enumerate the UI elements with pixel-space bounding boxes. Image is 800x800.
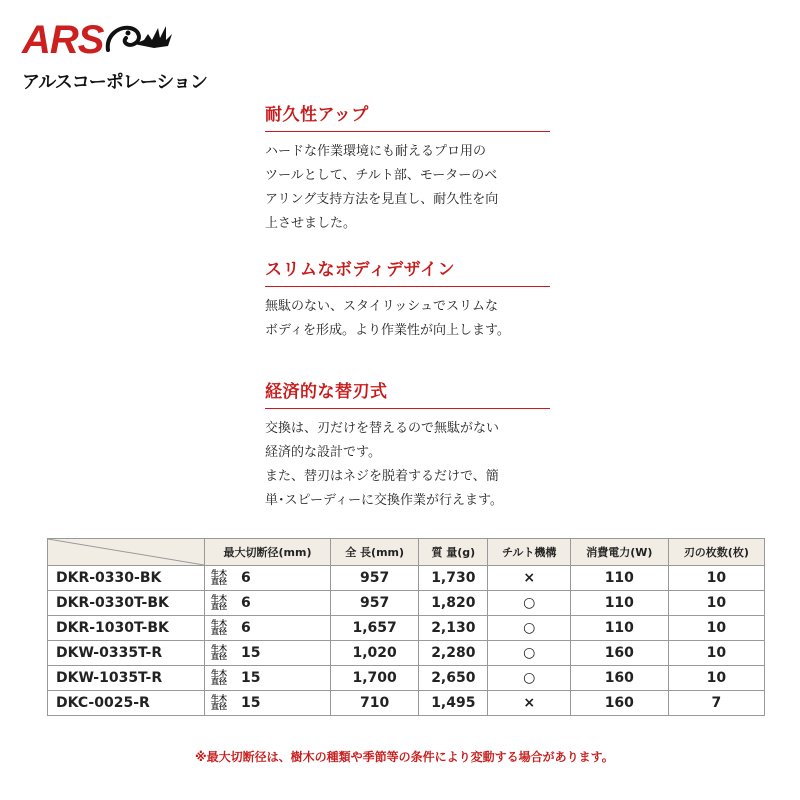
header-tilt: チルト機構	[488, 539, 570, 566]
table-row	[48, 691, 765, 716]
power-cell: 160	[570, 666, 668, 691]
feature-title: スリムなボディデザイン	[265, 255, 550, 287]
blade-count-cell: 7	[668, 691, 764, 716]
model-cell: DKR-1030T-BK	[48, 616, 205, 641]
weight-cell: 2,280	[419, 641, 488, 666]
length-cell: 957	[331, 591, 419, 616]
snake-mascot-icon	[104, 20, 174, 66]
header-weight: 質 量(g)	[419, 539, 488, 566]
power-cell: 110	[570, 566, 668, 591]
diagonal-line	[48, 539, 204, 565]
table-row	[48, 616, 765, 641]
corner-cell	[48, 539, 205, 566]
blade-count-cell: 10	[668, 566, 764, 591]
company-name: アルスコーポレーション	[22, 72, 208, 93]
footnote: ※最大切断径は、樹木の種類や季節等の条件により変動する場合があります。	[195, 750, 614, 764]
power-cell: 110	[570, 616, 668, 641]
table-row	[48, 666, 765, 691]
length-cell: 1,657	[331, 616, 419, 641]
power-cell: 110	[570, 591, 668, 616]
feature-title: 経済的な替刃式	[265, 377, 550, 409]
tilt-cell: ○	[488, 591, 570, 616]
length-cell: 710	[331, 691, 419, 716]
diameter-value: 6	[241, 570, 251, 586]
blade-count-cell: 10	[668, 666, 764, 691]
tilt-cell: ○	[488, 666, 570, 691]
weight-cell: 2,130	[419, 616, 488, 641]
feature-title: 耐久性アップ	[265, 100, 550, 132]
weight-cell: 1,495	[419, 691, 488, 716]
power-cell: 160	[570, 641, 668, 666]
table-row	[48, 591, 765, 616]
diameter-value: 15	[241, 670, 261, 686]
length-cell: 1,700	[331, 666, 419, 691]
power-cell: 160	[570, 691, 668, 716]
model-cell: DKR-0330-BK	[48, 566, 205, 591]
diameter-cell	[205, 691, 331, 716]
spec-header-row	[48, 539, 765, 566]
blade-count-cell: 10	[668, 591, 764, 616]
ars-logo	[22, 18, 208, 98]
diameter-cell	[205, 566, 331, 591]
wood-diameter-label: 生木 直径	[211, 619, 227, 636]
table-row	[48, 566, 765, 591]
feature-body: 無駄のない、スタイリッシュでスリムな ボディを形成。より作業性が向上します。	[265, 299, 510, 338]
length-cell: 1,020	[331, 641, 419, 666]
weight-cell: 1,730	[419, 566, 488, 591]
blade-count-cell: 10	[668, 616, 764, 641]
diameter-value: 6	[241, 595, 251, 611]
weight-cell: 2,650	[419, 666, 488, 691]
diameter-cell	[205, 616, 331, 641]
feature-body: ハードな作業環境にも耐えるプロ用の ツールとして、チルト部、モーターのベ アリング支持方法を見直し、耐久性を向 上させました。	[265, 144, 499, 231]
wood-diameter-label: 生木 直径	[211, 694, 227, 711]
feature-replaceable-blade	[265, 377, 550, 513]
diameter-value: 15	[241, 695, 261, 711]
tilt-cell: ×	[488, 566, 570, 591]
model-cell: DKR-0330T-BK	[48, 591, 205, 616]
diameter-cell	[205, 666, 331, 691]
model-cell: DKW-0335T-R	[48, 641, 205, 666]
table-row	[48, 641, 765, 666]
wood-diameter-label: 生木 直径	[211, 644, 227, 661]
diameter-cell	[205, 591, 331, 616]
wood-diameter-label: 生木 直径	[211, 569, 227, 586]
weight-cell: 1,820	[419, 591, 488, 616]
header-power: 消費電力(W)	[570, 539, 668, 566]
brand-logo-text: ARS	[22, 18, 104, 62]
blade-count-cell: 10	[668, 641, 764, 666]
feature-body: 交換は、刃だけを替えるので無駄がない 経済的な設計です。 また、替刃はネジを脱着するだけで、簡 単･スピーディーに交換作業が行えます。	[265, 421, 503, 508]
feature-slim-body	[265, 255, 550, 343]
model-cell: DKW-1035T-R	[48, 666, 205, 691]
header-max-cut-diameter: 最大切断径(mm)	[205, 539, 331, 566]
tilt-cell: ○	[488, 616, 570, 641]
model-cell: DKC-0025-R	[48, 691, 205, 716]
tilt-cell: ○	[488, 641, 570, 666]
header-blade-count: 刃の枚数(枚)	[668, 539, 764, 566]
diameter-value: 15	[241, 645, 261, 661]
feature-durability	[265, 100, 550, 236]
wood-diameter-label: 生木 直径	[211, 594, 227, 611]
diameter-value: 6	[241, 620, 251, 636]
wood-diameter-label: 生木 直径	[211, 669, 227, 686]
diameter-cell	[205, 641, 331, 666]
spec-table	[47, 538, 765, 716]
length-cell: 957	[331, 566, 419, 591]
header-total-length: 全 長(mm)	[331, 539, 419, 566]
tilt-cell: ×	[488, 691, 570, 716]
